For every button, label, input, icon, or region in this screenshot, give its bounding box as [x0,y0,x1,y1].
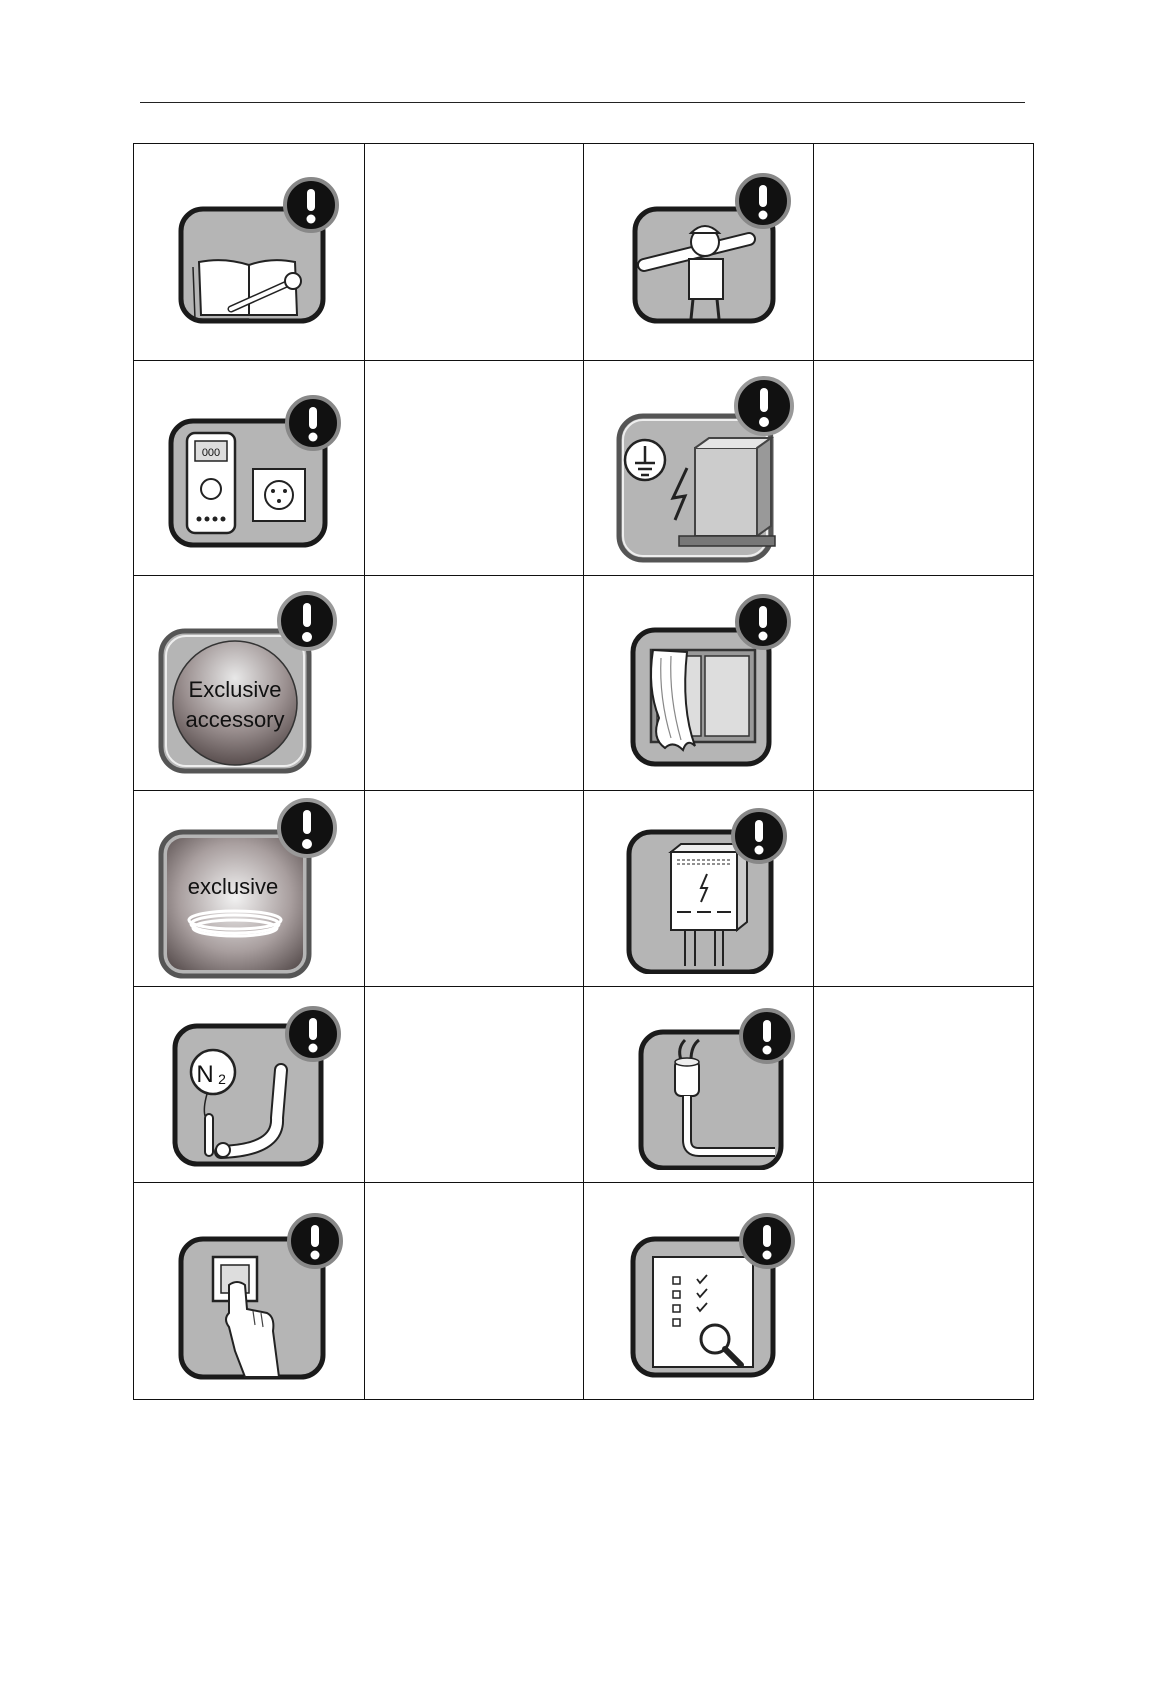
nitrogen-label: N [196,1060,214,1088]
description-cell [814,144,1034,361]
electrical-box-icon [599,804,799,974]
accessory-label: accessory [185,707,285,732]
grounding-unit-icon [599,368,799,568]
description-cell [814,1183,1034,1400]
icon-cell [583,144,814,361]
read-manual-icon [149,167,349,337]
nitrogen-pipe-icon [149,1000,349,1170]
nitrogen-subscript: 2 [217,1070,226,1087]
description-cell [364,1183,583,1400]
table-row [134,1183,1034,1400]
exclusive-cable-icon [149,794,349,984]
exclusive-cable-label: exclusive [187,873,278,899]
icon-cell [583,361,814,576]
icon-cell [134,361,365,576]
icon-cell [583,576,814,791]
window-curtain-icon [599,588,799,778]
description-cell [364,791,583,987]
table-row [134,791,1034,987]
table-row [134,361,1034,576]
exclusive-accessory-icon [149,583,349,783]
description-cell [364,576,583,791]
description-cell [814,361,1034,576]
table-row [134,987,1034,1183]
description-cell [364,361,583,576]
description-cell [364,987,583,1183]
table-row [134,144,1034,361]
pipe-sensor-icon [599,1000,799,1170]
icon-cell [583,987,814,1183]
icon-cell [583,1183,814,1400]
svg-text:000: 000 [201,447,220,459]
table-row [134,576,1034,791]
icon-cell [134,791,365,987]
description-cell [814,987,1034,1183]
icon-cell [134,576,365,791]
description-cell [814,576,1034,791]
icon-cell [583,791,814,987]
icon-cell [134,987,365,1183]
warning-table [133,143,1034,1400]
professional-installer-icon [599,167,799,337]
header-rule [140,102,1025,103]
power-meter-socket-icon [149,383,349,553]
icon-cell [134,144,365,361]
description-cell [364,144,583,361]
power-switch-icon [149,1201,349,1381]
checklist-inspection-icon [599,1201,799,1381]
exclusive-label: Exclusive [188,677,282,702]
description-cell [814,791,1034,987]
icon-cell [134,1183,365,1400]
